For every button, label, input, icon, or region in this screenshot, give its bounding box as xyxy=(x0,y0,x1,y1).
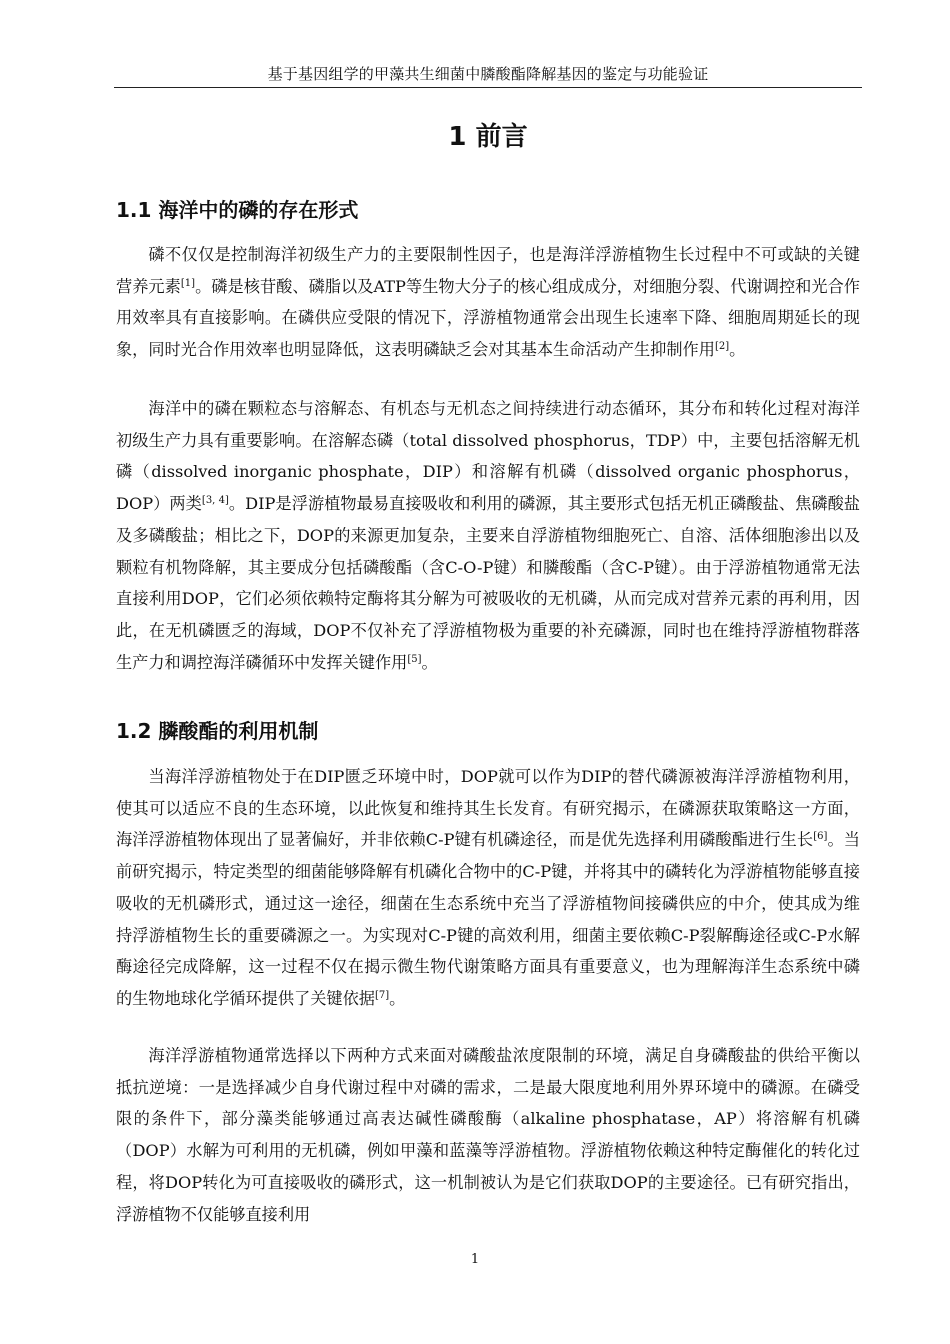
paragraph: 磷不仅仅是控制海洋初级生产力的主要限制性因子，也是海洋浮游植物生长过程中不可或缺的关键营养元素[1]。磷是核苷酸、磷脂以及ATP等生物大分子的核心组成成分，对细胞分裂、代谢调控和光合作用效率具有直接影响。在磷供应受限的情况下，浮游植物通常会出现生长速率下降、细胞周期延长的现象，同时光合作用效率也明显降低，这表明磷缺乏会对其基本生命活动产生抑制作用[2]。 xyxy=(116,245,860,360)
paragraph: 海洋浮游植物通常选择以下两种方式来面对磷酸盐浓度限制的环境，满足自身磷酸盐的供给平衡以抵抗逆境：一是选择减少自身代谢过程中对磷的需求，二是最大限度地利用外界环境中的磷源。在磷受限的条件下，部分藻类能够通过高表达碱性磷酸酶（alkaline phosphatase，AP）将溶解有机磷（DOP）水解为可利用的无机磷，例如甲藻和蓝藻等浮游植物。浮游植物依赖这种特定酶催化的转化过程，将DOP转化为可直接吸收的磷形式，这一机制被认为是它们获取DOP的主要途径。已有研究指出，浮游植物不仅能够直接利用 xyxy=(116,1046,860,1224)
citation-ref: [5] xyxy=(407,653,422,665)
citation-ref: [6] xyxy=(813,831,828,843)
paragraph: 海洋中的磷在颗粒态与溶解态、有机态与无机态之间持续进行动态循环，其分布和转化过程对海洋初级生产力具有重要影响。在溶解态磷（total dissolved phosphorus，TDP）中，主要包括溶解无机磷（dissolved inorganic phosphate，DIP）和溶解有机磷（dissolved organic phosphorus，DOP）两类[3, 4]。DIP是浮游植物最易直接吸收和利用的磷源，其主要形式包括无机正磷酸盐、焦磷酸盐及多磷酸盐；相比之下，DOP的来源更加复杂，主要来自浮游植物细胞死亡、自溶、活体细胞渗出以及颗粒有机物降解，其主要成分包括磷酸酯（含C-O-P键）和膦酸酯（含C-P键）。由于浮游植物通常无法直接利用DOP，它们必须依赖特定酶将其分解为可被吸收的无机磷，从而完成对营养元素的再利用，因此，在无机磷匮乏的海域，DOP不仅补充了浮游植物极为重要的补充磷源，同时也在维持浮游植物群落生产力和调控海洋磷循环中发挥关键作用[5]。 xyxy=(116,399,860,672)
running-header: 基于基因组学的甲藻共生细菌中膦酸酯降解基因的鉴定与功能验证 xyxy=(267,65,709,83)
chapter-title: 1 前言 xyxy=(448,122,528,152)
citation-ref: [7] xyxy=(375,989,390,1001)
citation-ref: [3, 4] xyxy=(201,495,229,507)
citation-ref: [1] xyxy=(180,277,196,289)
header-rule xyxy=(114,87,862,88)
section-heading-1-1: 1.1 海洋中的磷的存在形式 xyxy=(116,198,359,222)
page-number: 1 xyxy=(470,1252,480,1267)
paragraph: 当海洋浮游植物处于在DIP匮乏环境中时，DOP就可以作为DIP的替代磷源被海洋浮游植物利用，使其可以适应不良的生态环境，以此恢复和维持其生长发育。有研究揭示，在磷源获取策略这一方面，海洋浮游植物体现出了显著偏好，并非依赖C-P键有机磷途径，而是优先选择利用磷酸酯进行生长[6]。当前研究揭示，特定类型的细菌能够降解有机磷化合物中的C-P键，并将其中的磷转化为浮游植物能够直接吸收的无机磷形式，通过这一途径，细菌在生态系统中充当了浮游植物间接磷供应的中介，使其成为维持浮游植物生长的重要磷源之一。为实现对C-P键的高效利用，细菌主要依赖C-P裂解酶途径或C-P水解酶途径完成降解，这一过程不仅在揭示微生物代谢策略方面具有重要意义，也为理解海洋生态系统中磷的生物地球化学循环提供了关键依据[7]。 xyxy=(116,767,860,1008)
section-heading-1-2: 1.2 膦酸酯的利用机制 xyxy=(116,719,319,743)
citation-ref: [2] xyxy=(714,341,730,353)
